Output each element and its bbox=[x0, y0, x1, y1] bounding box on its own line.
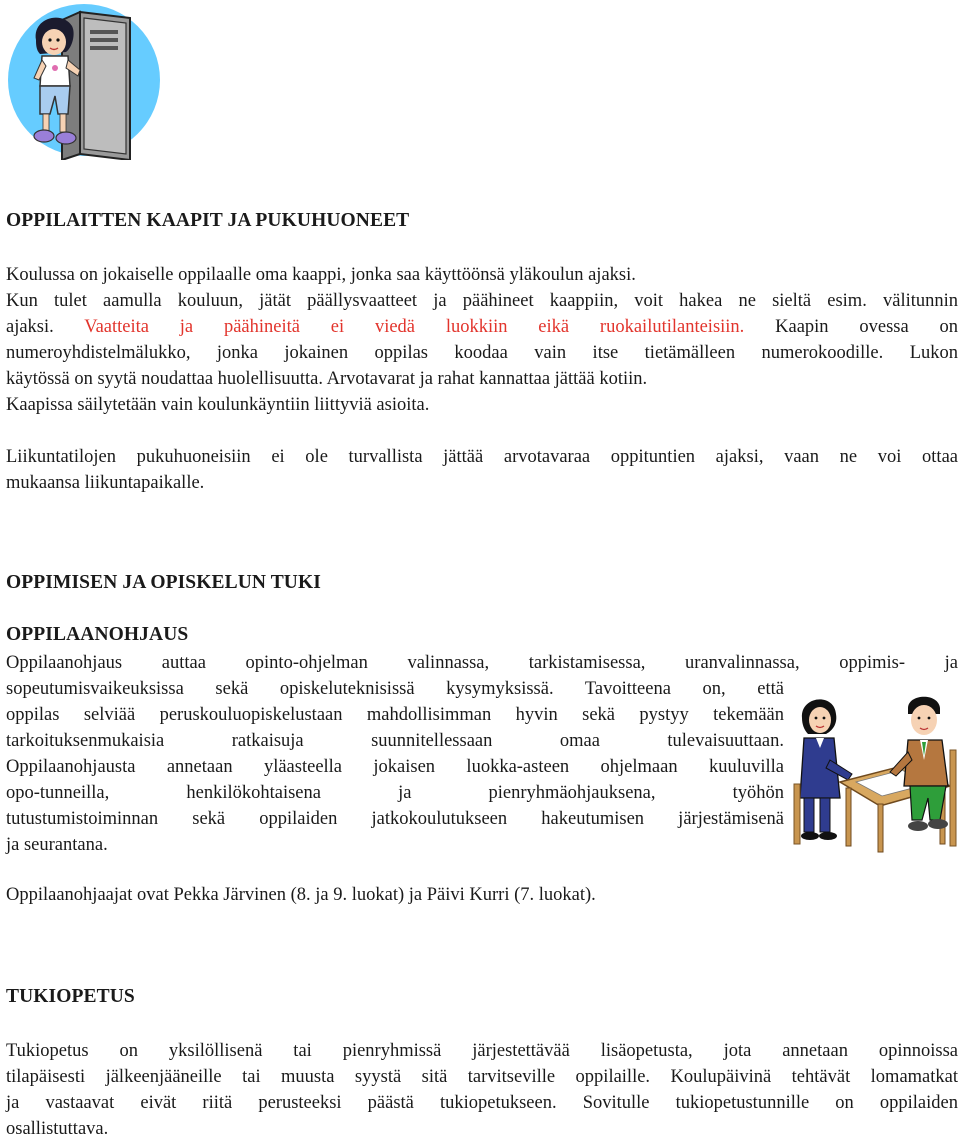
paragraph-lockers bbox=[6, 262, 958, 418]
heading-learning-support: OPPIMISEN JA OPISKELUN TUKI bbox=[6, 572, 321, 593]
girl-at-locker-illustration bbox=[6, 4, 162, 160]
lockers-line-6: Kaapissa säilytetään vain koulunkäyntiin liittyviä asioita. bbox=[6, 395, 430, 415]
heading-remedial-teaching: TUKIOPETUS bbox=[6, 986, 135, 1007]
remedial-line-1: Tukiopetus on yksilöllisenä tai pienryhmissä järjestettävää lisäopetusta, jota annetaan opinnoissa bbox=[6, 1041, 958, 1061]
paragraph-changing-rooms bbox=[6, 444, 958, 496]
remedial-line-3: ja vastaavat eivät riitä perusteeksi päästä tukiopetukseen. Sovitulle tukiopetustunnille on oppilaiden bbox=[6, 1093, 958, 1113]
changing-line-2: mukaansa liikuntapaikalle. bbox=[6, 473, 205, 493]
guidance-line-6: opo-tunneilla, henkilökohtaisena ja pienryhmäohjauksena, työhön bbox=[6, 783, 784, 803]
remedial-line-4: osallistuttava. bbox=[6, 1119, 109, 1139]
lockers-line-4: numeroyhdistelmälukko, jonka jokainen oppilas koodaa vain itse tietämälleen numerokoodille. Lukon bbox=[6, 343, 958, 363]
clothing-rule-highlight: Vaatteita ja päähineitä ei viedä luokkiin eikä ruokailutilanteisiin. bbox=[84, 317, 745, 337]
guidance-line-7: tutustumistoiminnan sekä oppilaiden jatkokoulutukseen hakeutumisen järjestämisenä bbox=[6, 809, 784, 829]
guidance-line-2: sopeutumisvaikeuksissa sekä opiskeluteknisissä kysymyksissä. Tavoitteena on, että bbox=[6, 679, 784, 699]
paragraph-remedial-teaching bbox=[6, 1038, 958, 1142]
heading-lockers: OPPILAITTEN KAAPIT JA PUKUHUONEET bbox=[6, 210, 410, 231]
paragraph-guidance-top bbox=[6, 650, 958, 676]
remedial-line-2: tilapäisesti jälkeenjääneille tai muusta syystä sitä tarvitseville oppilaille. Koulupäivinä tehtävät lomamatkat bbox=[6, 1067, 958, 1087]
lockers-line-3 bbox=[6, 314, 958, 340]
lockers-line-3-end: Kaapin ovessa on bbox=[744, 317, 958, 337]
paragraph-guidance bbox=[6, 676, 784, 858]
changing-line-1: Liikuntatilojen pukuhuoneisiin ei ole turvallista jättää arvotavaraa oppituntien ajaksi, vaan ne voi ottaa bbox=[6, 447, 958, 467]
subheading-guidance: OPPILAANOHJAUS bbox=[6, 624, 189, 645]
counseling-meeting-illustration bbox=[790, 690, 960, 856]
guidance-line-8: ja seurantana. bbox=[6, 835, 108, 855]
lockers-line-1: Koulussa on jokaiselle oppilaalle oma kaappi, jonka saa käyttöönsä yläkoulun ajaksi. bbox=[6, 265, 636, 285]
guidance-line-1: Oppilaanohjaus auttaa opinto-ohjelman valinnassa, tarkistamisessa, uranvalinnassa, oppimis- ja bbox=[6, 653, 958, 673]
guidance-line-3: oppilas selviää peruskouluopiskelustaan mahdollisimman hyvin sekä pystyy tekemään bbox=[6, 705, 784, 725]
lockers-line-2: Kun tulet aamulla kouluun, jätät päällysvaatteet ja päähineet kaappiin, voit hakea ne sieltä esim. välitunnin bbox=[6, 291, 958, 311]
guidance-line-4: tarkoituksenmukaisia ratkaisuja suunnitellessaan omaa tulevaisuuttaan. bbox=[6, 731, 784, 751]
guidance-line-5: Oppilaanohjausta annetaan yläasteella jokaisen luokka-asteen ohjelmaan kuuluvilla bbox=[6, 757, 784, 777]
lockers-line-5: käytössä on syytä noudattaa huolellisuutta. Arvotavarat ja rahat kannattaa jättää kotiin. bbox=[6, 369, 648, 389]
lockers-line-3-start: ajaksi. bbox=[6, 317, 85, 337]
paragraph-counselors: Oppilaanohjaajat ovat Pekka Järvinen (8. ja 9. luokat) ja Päivi Kurri (7. luokat). bbox=[6, 885, 596, 905]
